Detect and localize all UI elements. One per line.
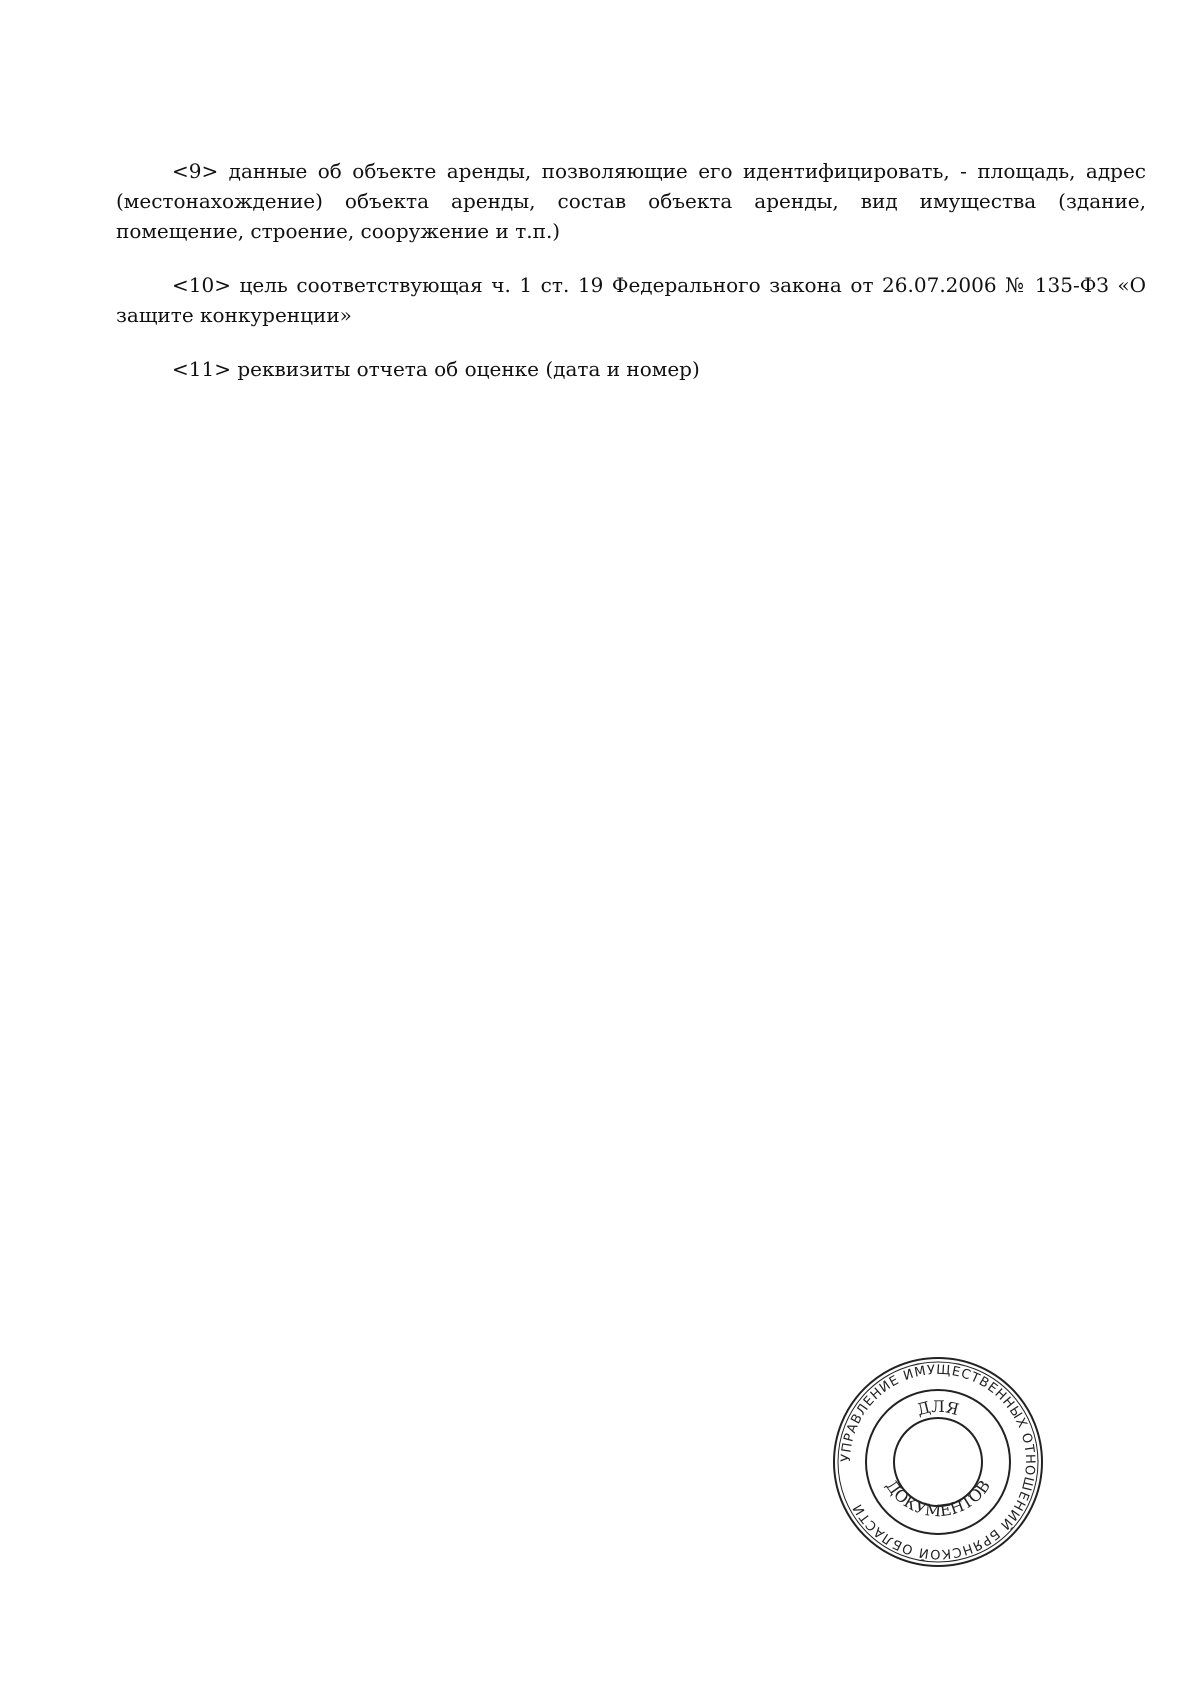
footnote-9: <9> данные об объекте аренды, позволяющие его идентифицировать, - площадь, адрес (местонахождение) объекта аренды, состав объекта аренды, вид имущества (здание, помещение, строение, сооружение и т.п.) xyxy=(116,159,1146,243)
stamp-inner-top-text: ДЛЯ xyxy=(914,1396,962,1420)
svg-text:ДОКУМЕНТОВ xyxy=(882,1477,994,1521)
stamp-outer-text: УПРАВЛЕНИЕ ИМУЩЕСТВЕННЫХ ОТНОШЕНИЙ БРЯНСКОЙ ОБЛАСТИ xyxy=(838,1362,1038,1562)
stamp-seal-icon xyxy=(828,1352,1048,1572)
svg-text:УПРАВЛЕНИЕ ИМУЩЕСТВЕННЫХ ОТНОШ xyxy=(839,1363,1037,1562)
footnote-10: <10> цель соответствующая ч. 1 ст. 19 Федерального закона от 26.07.2006 № 135-ФЗ «О защите конкуренции» xyxy=(116,273,1146,327)
footnote-11: <11> реквизиты отчета об оценке (дата и номер) xyxy=(172,357,700,381)
official-stamp xyxy=(828,1352,1048,1572)
svg-text:ДЛЯ xyxy=(915,1397,961,1419)
footnotes-list xyxy=(116,156,1146,408)
stamp-inner-bottom-text: ДОКУМЕНТОВ xyxy=(881,1476,995,1521)
